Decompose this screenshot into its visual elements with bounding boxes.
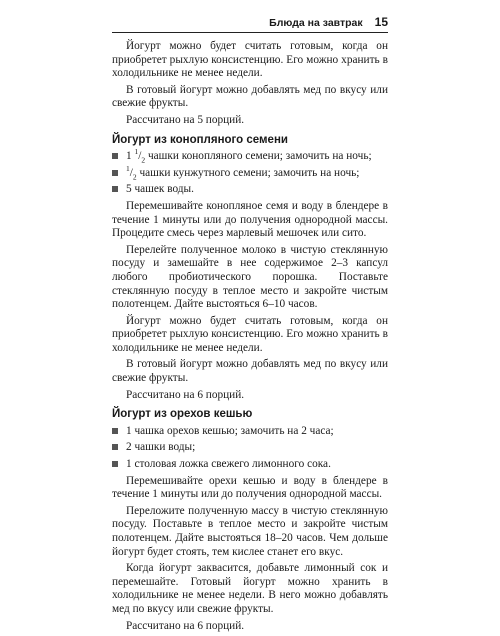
- bullet-square-icon: [112, 153, 118, 159]
- ingredient-list: [112, 425, 388, 472]
- ingredient-list: [112, 147, 388, 197]
- paragraph: Йогурт можно будет считать готовым, когда он приобретет рыхлую консистенцию. Его можно хранить в холодильнике не менее недели.: [112, 40, 388, 80]
- ingredient-text: чашки конопляного семени; замочить на ночь;: [145, 150, 372, 163]
- bullet-square-icon: [112, 170, 118, 176]
- paragraph: Рассчитано на 6 порций.: [126, 619, 245, 632]
- paragraph: Перемешивайте конопляное семя и воду в блендере в течение 1 минуты или до получения однородной массы. Процедите смесь через марлевый мешочек или сито.: [112, 199, 388, 240]
- bullet-square-icon: [112, 186, 118, 192]
- recipe-heading-cashew: Йогурт из орехов кешью: [112, 408, 253, 421]
- paragraph: Перелейте полученное молоко в чистую стеклянную посуду и замешайте в нее содержимое 2–3 капсул любого пробиотического порошка. Поставьте стеклянную посуду в теплое место и закройте чистым полотенцем. Дайте выстояться 6–10 часов.: [112, 243, 388, 311]
- bullet-square-icon: [112, 461, 118, 467]
- page-content: [112, 40, 388, 636]
- section-title: Блюда на завтрак: [269, 17, 363, 29]
- paragraph: В готовый йогурт можно добавлять мед по вкусу или свежие фрукты.: [112, 358, 388, 385]
- fraction: $^1/_2$: [126, 163, 137, 181]
- ingredient-text: 1 чашка орехов кешью; замочить на 2 часа;: [126, 424, 334, 437]
- ingredient-text: 1 столовая ложка свежего лимонного сока.: [126, 458, 331, 471]
- paragraph: Перемешивайте орехи кешью и воду в блендере в течение 1 минуты или до получения однородной массы.: [112, 474, 388, 501]
- paragraph: Когда йогурт заквасится, добавьте лимонный сок и перемешайте. Готовый йогурт можно хранить в холодильнике не менее недели. В него можно добавлять мед по вкусу или свежие фрукты.: [112, 562, 388, 615]
- fraction: 1 $^1/_2$: [126, 147, 146, 165]
- bullet-square-icon: [112, 444, 118, 450]
- ingredient-text: 2 чашки воды;: [126, 441, 196, 454]
- paragraph: Рассчитано на 5 порций.: [126, 113, 245, 126]
- page-number: 15: [374, 15, 388, 29]
- recipe-heading-hemp: Йогурт из конопляного семени: [112, 133, 288, 146]
- paragraph: В готовый йогурт можно добавлять мед по вкусу или свежие фрукты.: [112, 83, 388, 110]
- ingredient-text: 5 чашек воды.: [126, 183, 194, 196]
- ingredient-item: [112, 163, 388, 181]
- ingredient-item: [112, 458, 388, 472]
- paragraph: Рассчитано на 6 порций.: [126, 388, 245, 401]
- bullet-square-icon: [112, 428, 118, 434]
- ingredient-item: [112, 183, 388, 197]
- ingredient-item: [112, 441, 388, 455]
- paragraph: Переложите полученную массу в чистую стеклянную посуду. Поставьте в теплое место и закройте чистым полотенцем. Дайте выстояться 18–20 часов. Чем дольше йогурт будет стоять, тем кислее станет его вкус.: [112, 504, 388, 558]
- paragraph: Йогурт можно будет считать готовым, когда он приобретет рыхлую консистенцию. Его можно хранить в холодильнике не менее недели.: [112, 314, 388, 354]
- running-header: [112, 14, 388, 33]
- ingredient-text: чашки кунжутного семени; замочить на ночь;: [136, 166, 360, 179]
- ingredient-item: [112, 425, 388, 439]
- ingredient-item: [112, 147, 388, 165]
